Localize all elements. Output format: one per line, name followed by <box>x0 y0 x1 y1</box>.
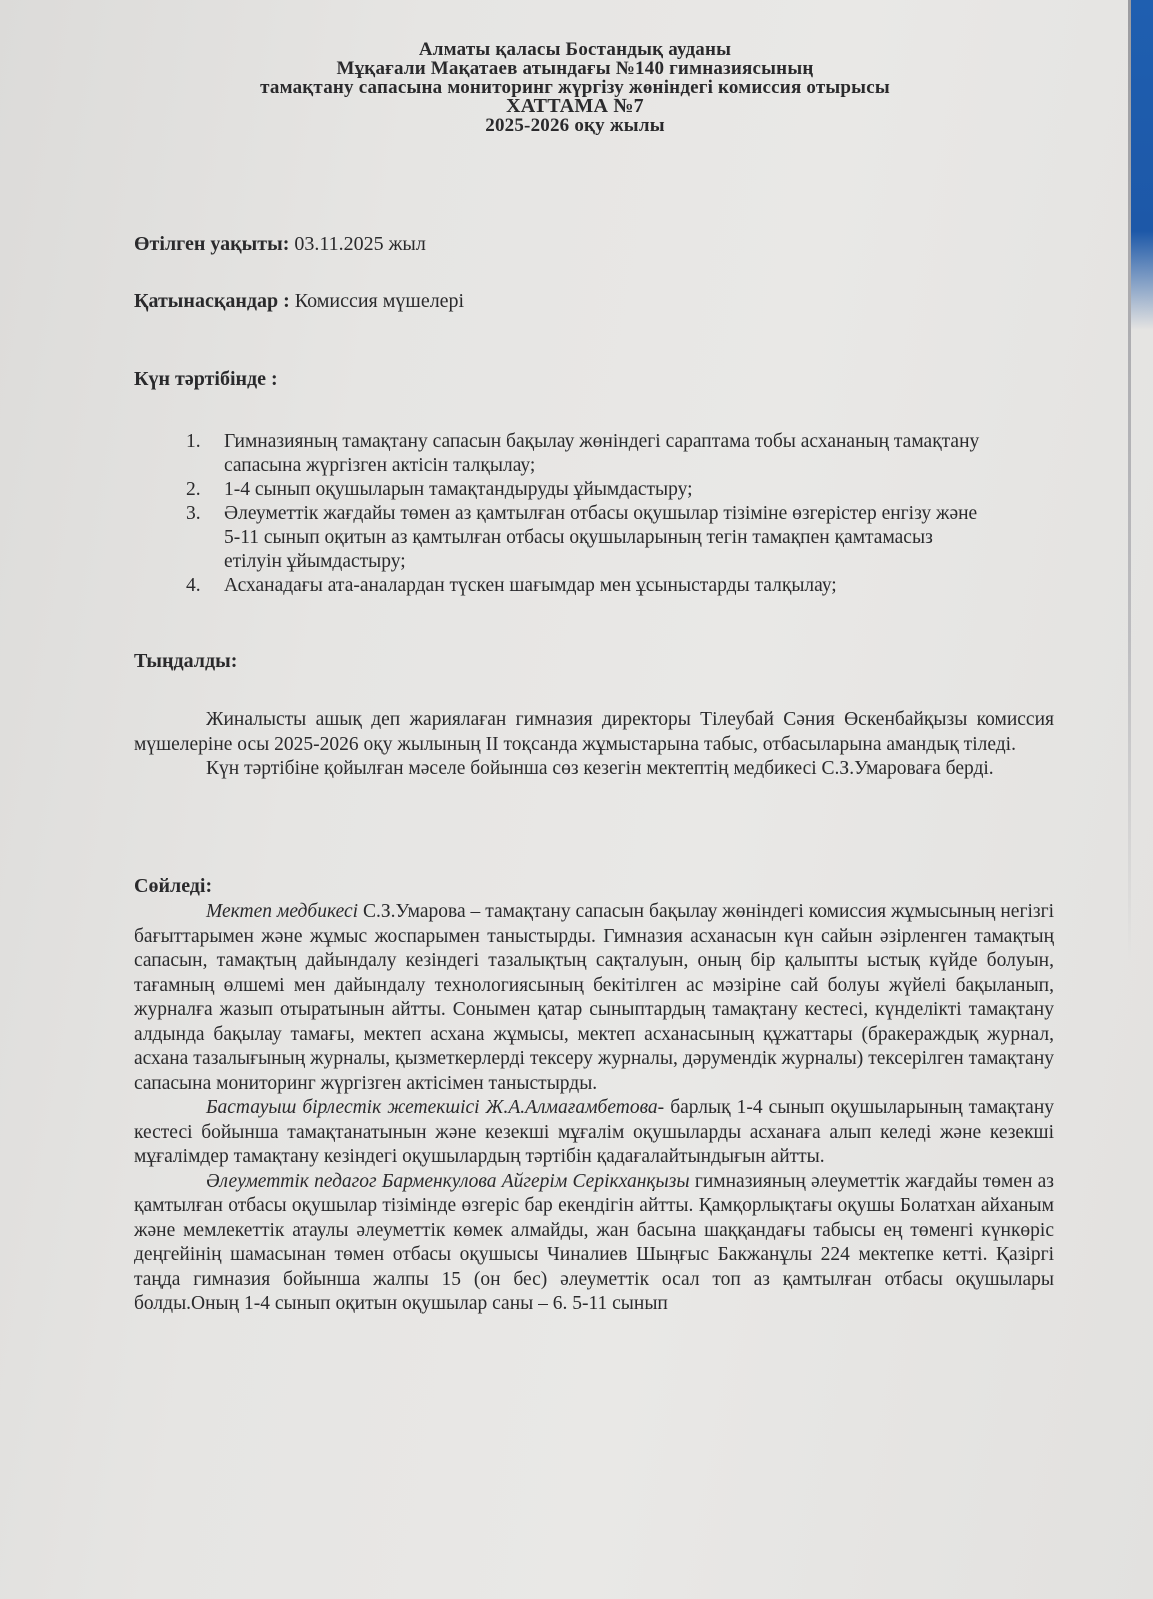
participants-label: Қатынасқандар : <box>134 290 290 312</box>
speaker-3-text: гимназияның әлеуметтік жағдайы төмен аз қамтылған отбасы оқушылар тізімінде өзгеріс бар екендігін айтты. Қамқорлықтағы оқушы Болатхан айханым және мемлекеттік атаулы әлеуметтік көмек алмайды, жан басына шаққандағы табысы ең төменгі күнкөріс деңгейінің шамасынан төмен отбасы оқушысы Чиналиев Шыңғыс Бакжанұлы 224 мектепке кетті. Қазіргі таңда гимназия бойынша жалпы 15 (он бес) әлеуметтік осал топ аз қамтылған отбасы оқушылары болды.Оның 1-4 сынып оқитын оқушылар саны – 6. 5-11 сынып <box>134 1170 1055 1314</box>
speaker-1-paragraph <box>134 900 1054 1096</box>
speaker-1-text: С.З.Умарова – тамақтану сапасын бақылау жөніндегі комиссия жұмысының негізгі бағыттарымен және жұмыс жоспарымен таныстырды. Гимназия асханасын күн сайын әзірленген тамақтың сапасын, тамақтың дайындалу кезіндегі тазалықтың сақталуын, оның бір қалыпты ыстық күйде болуын, тағамның өлшемі мен дайындалу технологиясының бекітілген ас мәзіріне сай болуы жүйелі бақыланып, журналға жазып отыратынын айтты. Сонымен қатар сыныптардың тамақтану кестесі, күнделікті тамақтану алдында бақылау тамағы, мектеп асхана жұмысы, мектеп асханасының құжаттары (бракераждық журнал, асхана тазалығының журналы, қызметкерлерді тексеру журналы, дәрумендік журналы) тексерілген тамақтану сапасына мониторинг жүргізген актісімен таныстырды. <box>134 901 1054 1094</box>
speaker-2-role: Бастауыш бірлестік жетекшісі Ж.А.Алмағамбетова- <box>206 1097 665 1118</box>
protocol-title: ХАТТАМА №7 <box>506 95 644 117</box>
agenda-item <box>186 478 986 502</box>
agenda-text: Гимназияның тамақтану сапасын бақылау жөніндегі сараптама тобы асхананың тамақтану сапасына жүргізген актісін талқылау; <box>224 431 980 476</box>
participants-value: Комиссия мүшелері <box>294 290 465 312</box>
agenda-item <box>186 502 986 574</box>
agenda-title: Күн тәртібінде : <box>134 368 278 390</box>
document-header <box>180 40 970 135</box>
spoke-section <box>134 900 1054 1317</box>
blue-background-strip <box>1131 0 1153 330</box>
date-value: 03.11.2025 жыл <box>294 233 426 255</box>
meeting-date <box>134 233 426 256</box>
participants <box>134 290 464 313</box>
header-city: Алматы қаласы Бостандық ауданы <box>418 39 732 60</box>
header-commission: тамақтану сапасына мониторинг жүргізу жөніндегі комиссия отырысы <box>260 77 890 98</box>
agenda-text: Асханадағы ата-аналардан түскен шағымдар мен ұсыныстарды талқылау; <box>224 575 837 596</box>
agenda-item <box>186 574 986 598</box>
academic-year: 2025-2026 оқу жылы <box>485 115 665 136</box>
listened-paragraph-1: Жиналысты ашық деп жариялаған гимназия директоры Тілеубай Сәния Өскенбайқызы комиссия мүшелеріне осы 2025-2026 оқу жылының ІІ тоқсанда жұмыстарына табыс, отбасыларына амандық тіледі. <box>134 709 1054 755</box>
agenda-number: 1. <box>186 431 201 452</box>
listened-title: Тыңдалды: <box>134 650 238 672</box>
speaker-2-text: барлық 1-4 сынып оқушыларының тамақтану кестесі бойынша тамақтанатынын және кезекші мұғалім оқушыларды асханаға алып келеді және кезекші мұғалімдер тамақтану кезіндегі оқушылардың тәртібін қадағалайтындығын айтты. <box>134 1097 1055 1167</box>
agenda-text: Әлеуметтік жағдайы төмен аз қамтылған отбасы оқушылар тізіміне өзгерістер енгізу және 5-11 сынып оқитын аз қамтылған отбасы оқушыларының тегін тамақпен қамтамасыз етілуін ұйымдастыру; <box>224 503 978 572</box>
date-label: Өтілген уақыты: <box>134 233 290 255</box>
agenda-item <box>186 430 986 478</box>
agenda-number: 4. <box>186 575 201 596</box>
speaker-3-paragraph <box>134 1170 1054 1317</box>
speaker-1-role: Мектеп медбикесі <box>206 901 359 922</box>
agenda-text: 1-4 сынып оқушыларын тамақтандыруды ұйымдастыру; <box>224 479 693 500</box>
spoke-title: Сөйледі: <box>134 875 213 897</box>
agenda-number: 2. <box>186 479 201 500</box>
speaker-3-role: Әлеуметтік педагог Барменкулова Айгерім Серікханқызы <box>206 1170 690 1192</box>
agenda-number: 3. <box>186 503 201 524</box>
speaker-2-paragraph <box>134 1096 1054 1170</box>
listened-section <box>134 708 1054 782</box>
header-school: Мұқағали Мақатаев атындағы №140 гимназиясының <box>336 58 814 79</box>
agenda-list <box>186 430 986 598</box>
listened-paragraph-2: Күн тәртібіне қойылған мәселе бойынша сөз кезегін мектептің медбикесі С.З.Умароваға берді. <box>206 758 994 779</box>
